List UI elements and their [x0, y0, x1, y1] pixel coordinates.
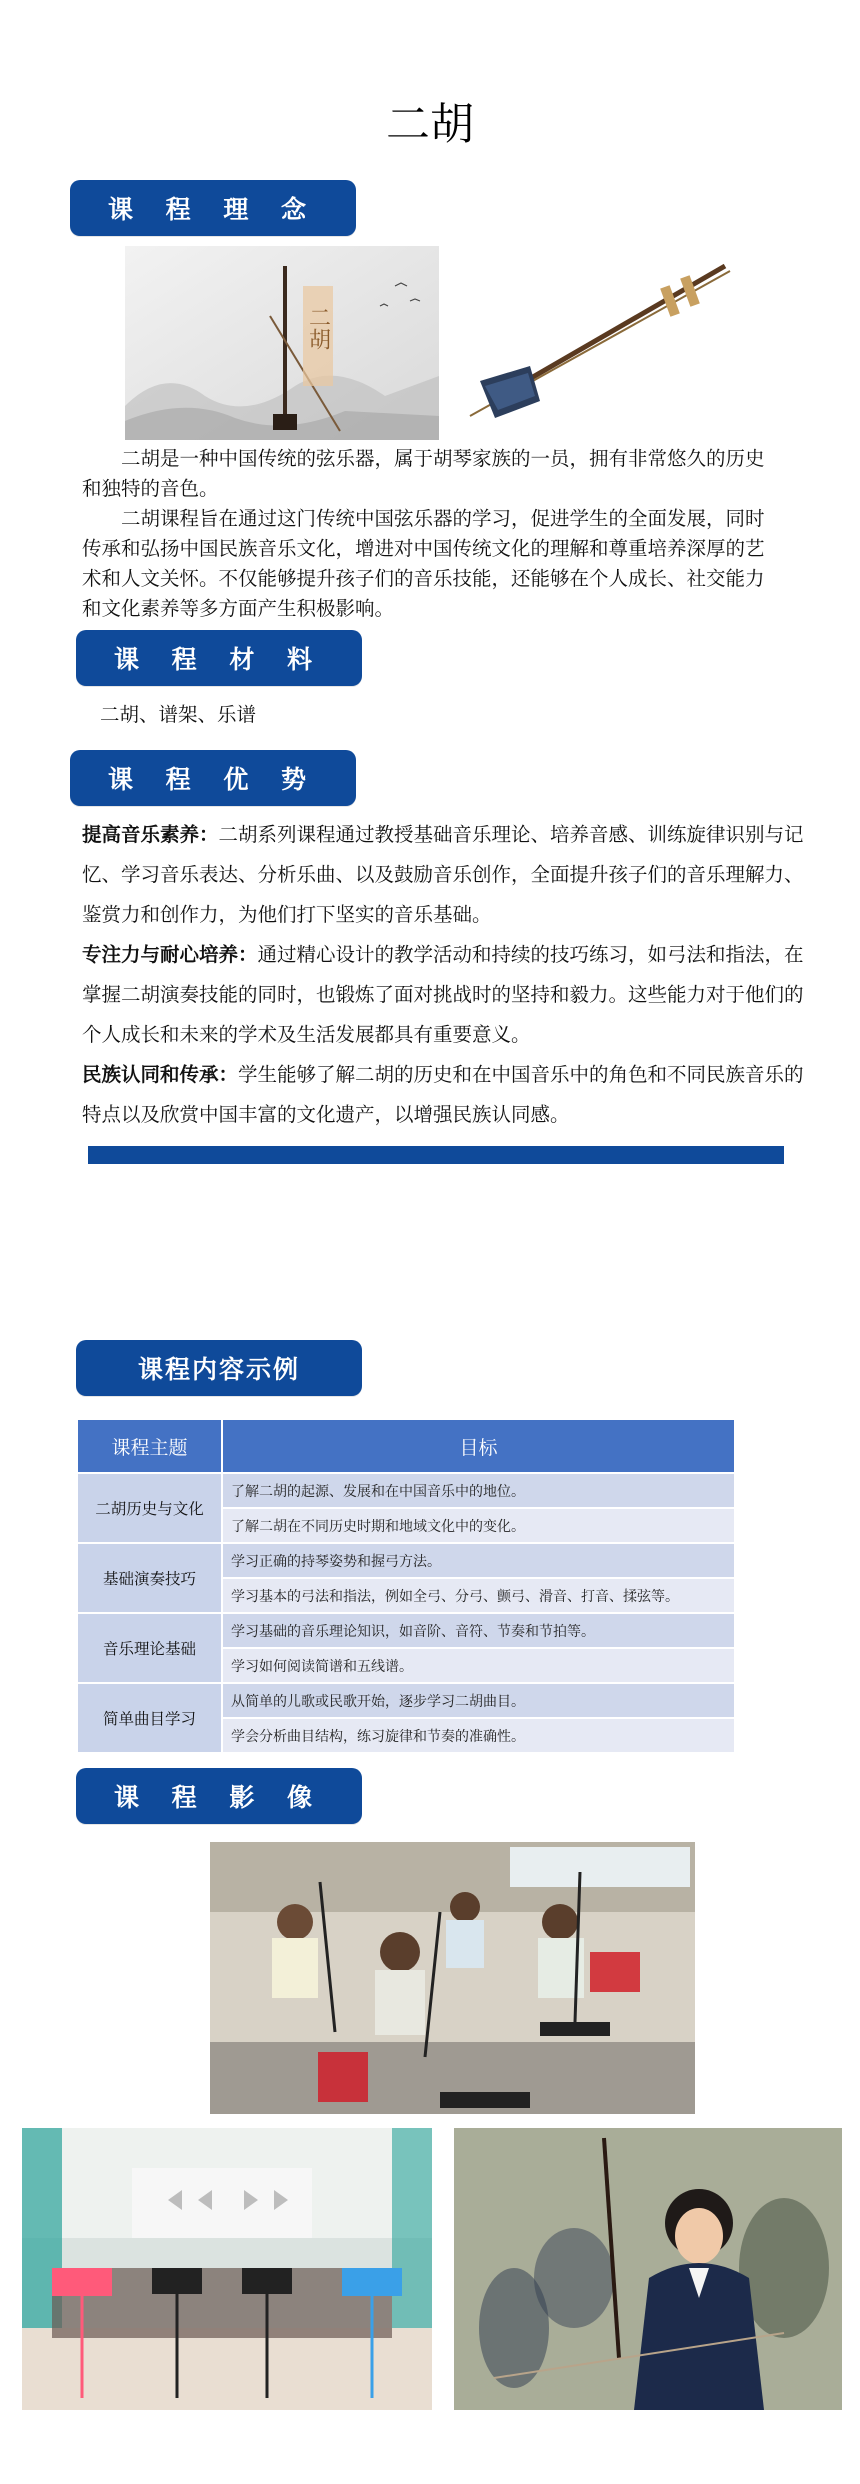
- classroom-photo-2: [22, 2128, 432, 2410]
- table-header-goal: 目标: [222, 1419, 735, 1473]
- table-cell-goal: 学习基础的音乐理论知识，如音阶、音符、节奏和节拍等。: [222, 1613, 735, 1648]
- advantage-heading: 提高音乐素养：: [82, 823, 219, 846]
- table-cell-goal: 从简单的儿歌或民歌开始，逐步学习二胡曲目。: [222, 1683, 735, 1718]
- table-cell-goal: 了解二胡的起源、发展和在中国音乐中的地位。: [222, 1473, 735, 1508]
- table-cell-topic: 简单曲目学习: [77, 1683, 222, 1753]
- table-header-row: [77, 1419, 735, 1473]
- advantage-heading: 民族认同和传承：: [82, 1063, 239, 1086]
- poster-title-text: 二胡: [305, 306, 331, 350]
- table-row: [77, 1543, 735, 1578]
- erhu-poster-image: [125, 246, 439, 440]
- table-row: [77, 1473, 735, 1508]
- section-divider: [88, 1146, 784, 1164]
- table-cell-topic: 二胡历史与文化: [77, 1473, 222, 1543]
- student-performance-photo: [454, 2128, 842, 2410]
- section-header-images: 课 程 影 像: [76, 1768, 362, 1824]
- advantage-heading: 专注力与耐心培养：: [82, 943, 258, 966]
- table-row: [77, 1613, 735, 1648]
- table-cell-topic: 基础演奏技巧: [77, 1543, 222, 1613]
- advantage-item: [82, 935, 810, 1055]
- table-cell-goal: 学会分析曲目结构，练习旋律和节奏的准确性。: [222, 1718, 735, 1753]
- philosophy-paragraph-2: 二胡课程旨在通过这门传统中国弦乐器的学习，促进学生的全面发展，同时传承和弘扬中国民族音乐文化，增进对中国传统文化的理解和尊重培养深厚的艺术和人文关怀。不仅能够提升孩子们的音乐技能，还能够在个人成长、社交能力和文化素养等多方面产生积极影响。: [82, 507, 765, 620]
- table-cell-goal: 学习如何阅读简谱和五线谱。: [222, 1648, 735, 1683]
- table-cell-goal: 了解二胡在不同历史时期和地域文化中的变化。: [222, 1508, 735, 1543]
- classroom-photo-1: [210, 1842, 695, 2114]
- advantage-item: [82, 815, 810, 935]
- table-cell-topic: 音乐理论基础: [77, 1613, 222, 1683]
- philosophy-paragraph-1: 二胡是一种中国传统的弦乐器，属于胡琴家族的一员，拥有非常悠久的历史和独特的音色。: [82, 447, 765, 500]
- page-title: 二胡: [386, 99, 474, 150]
- table-header-topic: 课程主题: [77, 1419, 222, 1473]
- table-cell-goal: 学习正确的持琴姿势和握弓方法。: [222, 1543, 735, 1578]
- section-header-content-examples: 课程内容示例: [76, 1340, 362, 1396]
- table-row: [77, 1683, 735, 1718]
- advantage-text: 二胡系列课程通过教授基础音乐理论、培养音感、训练旋律识别与记忆、学习音乐表达、分析乐曲、以及鼓励音乐创作，全面提升孩子们的音乐理解力、鉴赏力和创作力，为他们打下坚实的音乐基础。: [82, 823, 804, 926]
- advantage-text: 通过精心设计的教学活动和持续的技巧练习，如弓法和指法，在掌握二胡演奏技能的同时，也锻炼了面对挑战时的坚持和毅力。这些能力对于他们的个人成长和未来的学术及生活发展都具有重要意义。: [82, 943, 804, 1046]
- course-content-table: [76, 1418, 736, 1754]
- philosophy-text: [82, 444, 782, 624]
- section-header-philosophy: 课 程 理 念: [70, 180, 356, 236]
- table-cell-goal: 学习基本的弓法和指法，例如全弓、分弓、颤弓、滑音、打音、揉弦等。: [222, 1578, 735, 1613]
- section-header-materials: 课 程 材 料: [76, 630, 362, 686]
- advantage-text: 学生能够了解二胡的历史和在中国音乐中的角色和不同民族音乐的特点以及欣赏中国丰富的文化遗产，以增强民族认同感。: [82, 1063, 804, 1126]
- section-header-advantages: 课 程 优 势: [70, 750, 356, 806]
- advantage-item: [82, 1055, 810, 1135]
- advantages-list: [82, 815, 810, 1135]
- materials-text: 二胡、谱架、乐谱: [100, 703, 257, 726]
- erhu-instrument-image: [440, 246, 754, 440]
